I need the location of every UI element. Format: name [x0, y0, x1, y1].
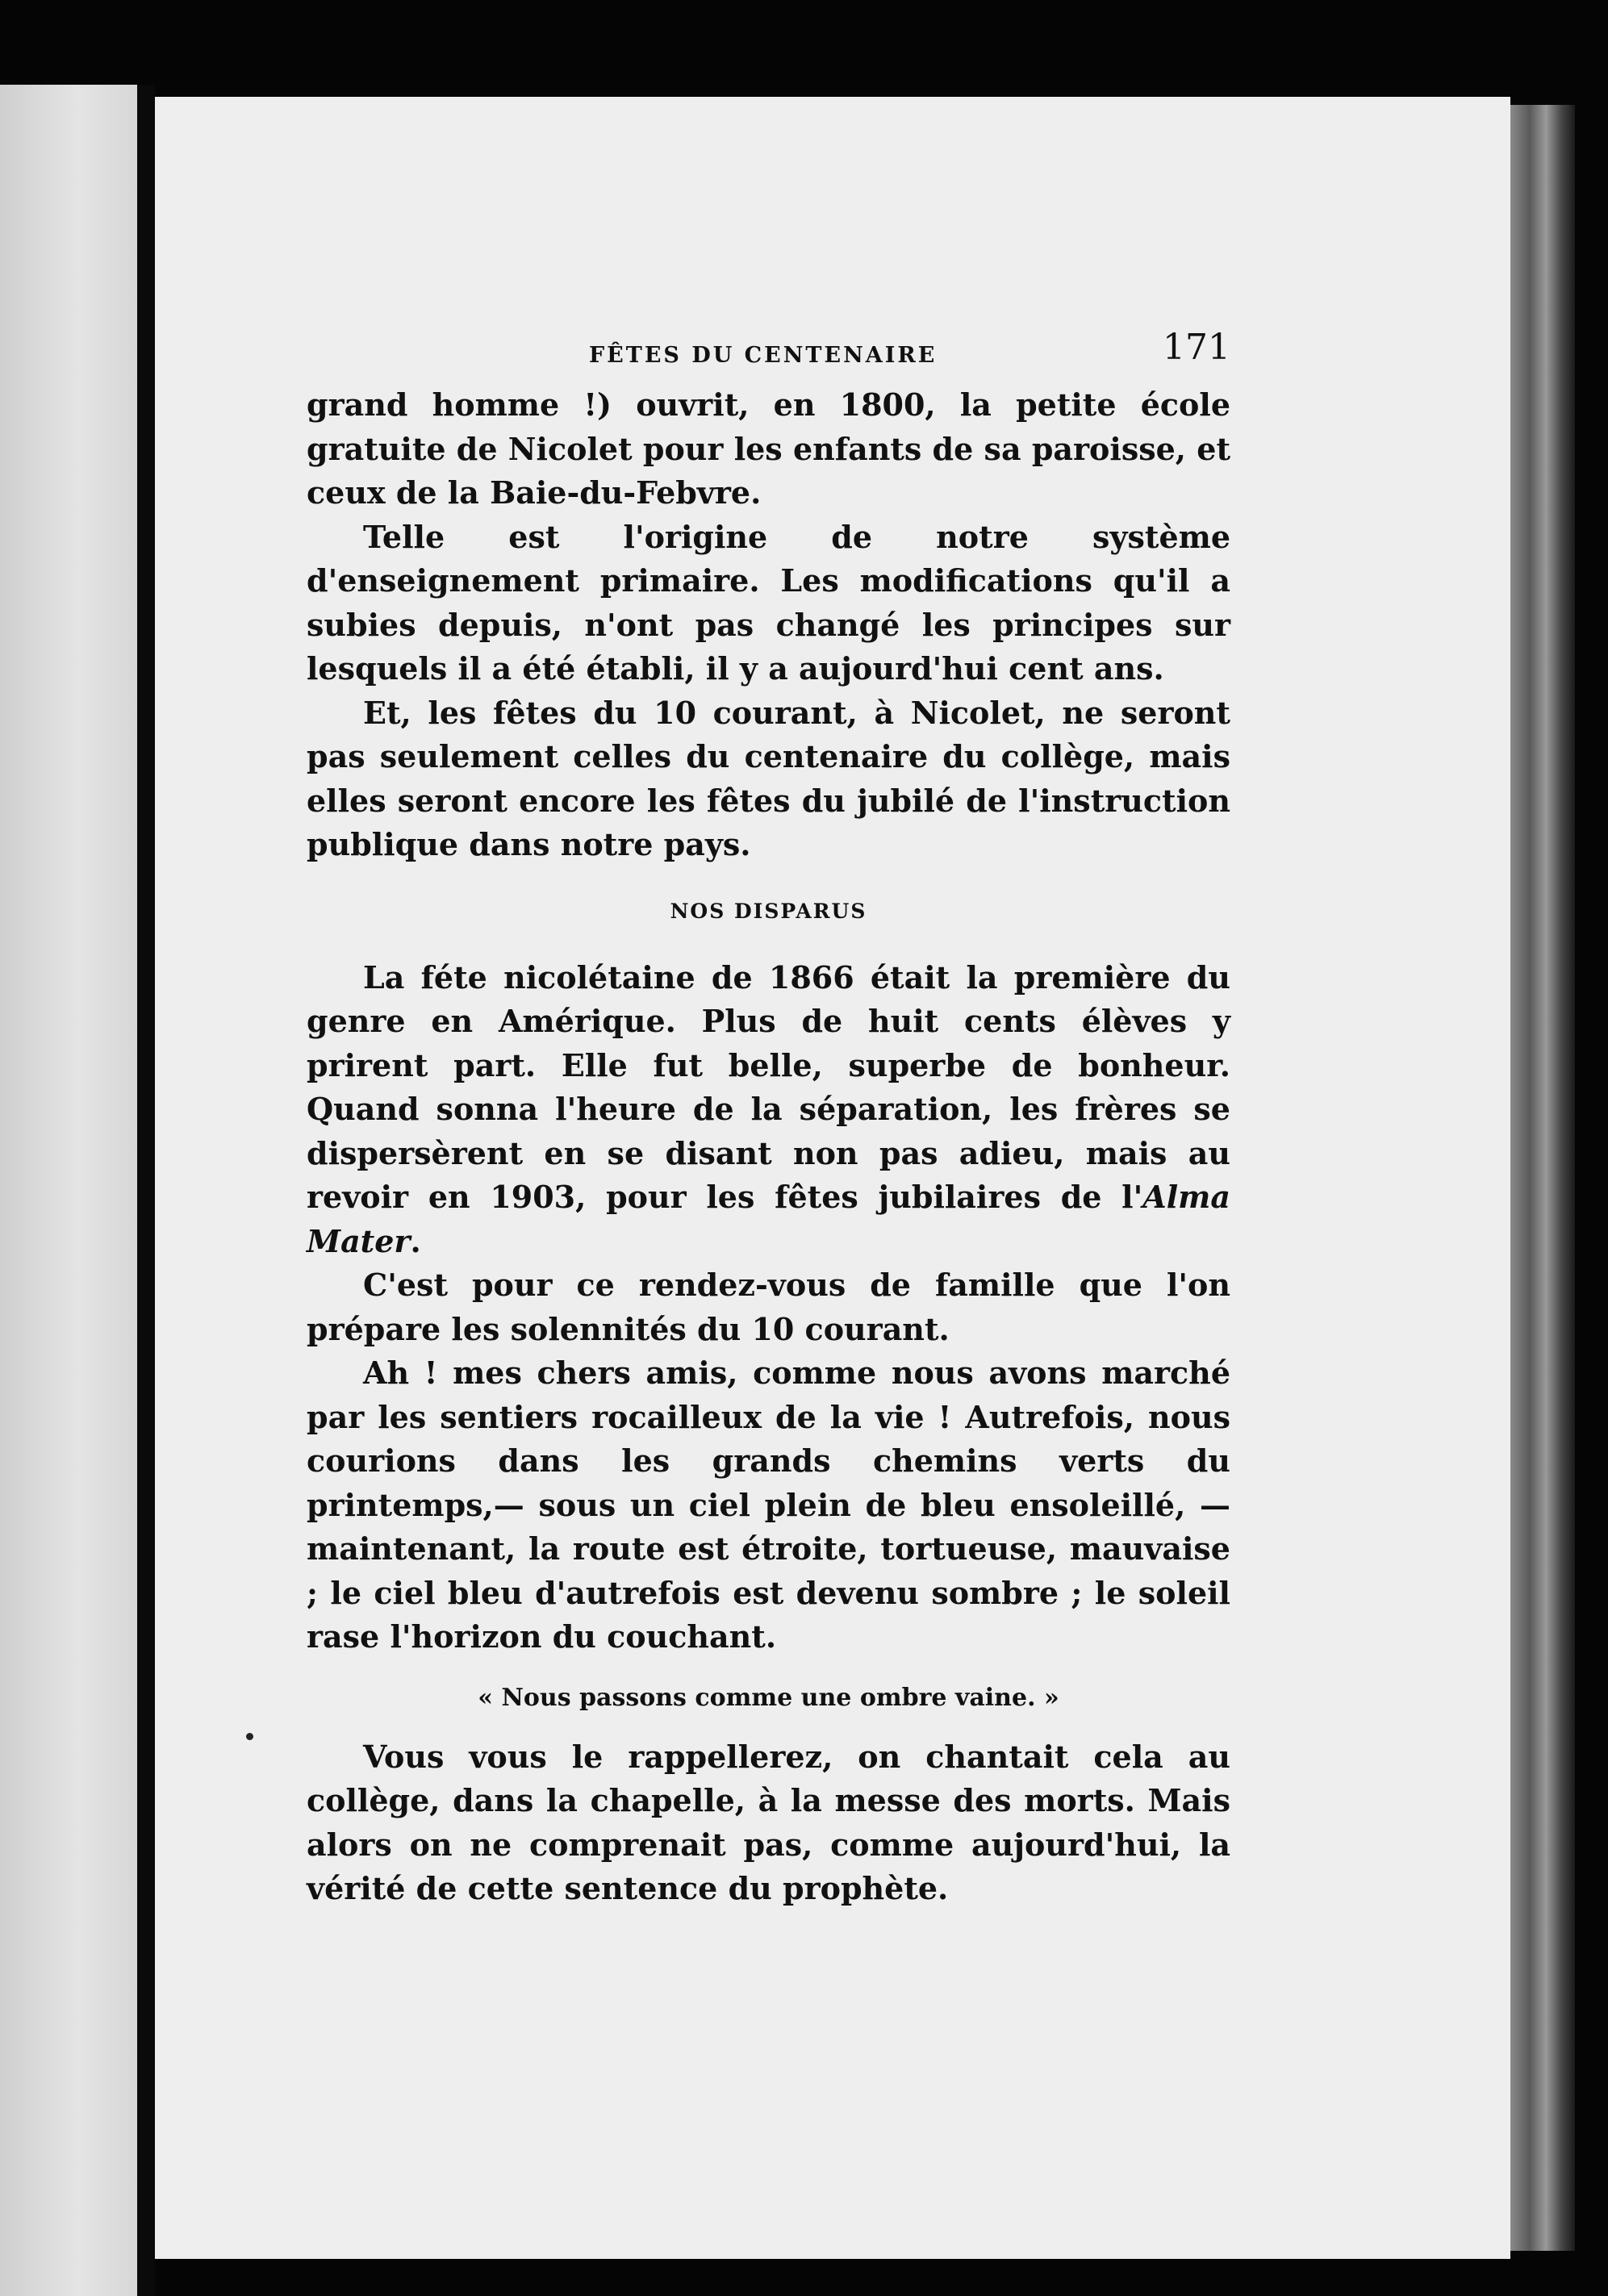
paragraph-closing: Vous vous le rappellerez, on chantait cela au collège, dans la chapelle, à la messe des morts. Mais alors on ne comprenait pas, comme aujourd'hui, la vérité de cette sentence du prophète.: [307, 1738, 1230, 1906]
paragraph-chers-amis: Ah ! mes chers amis, comme nous avons marché par les sentiers rocailleux de la vie ! Autrefois, nous courions dans les grands chemins verts du printemps,— sous un ciel plein de bleu ensoleillé, — maintenant, la route est étroite, tortueuse, mauvaise ; le ciel bleu d'autrefois est devenu sombre ; le soleil rase l'horizon du couchant.: [307, 1355, 1230, 1655]
paragraph-origin: Telle est l'origine de notre système d'enseignement primaire. Les modifications qu'il a subies depuis, n'ont pas changé les principes sur lesquels il a été établi, il y a aujourd'hui cent ans.: [307, 518, 1230, 687]
paragraph-fetes: Et, les fêtes du 10 courant, à Nicolet, ne seront pas seulement celles du centenaire du collège, mais elles seront encore les fêtes du jubilé de l'instruction publique dans notre pays.: [307, 694, 1230, 862]
running-head: [307, 327, 1230, 383]
paragraph-fete-1866: [307, 956, 1230, 1264]
facing-page-edge: [0, 85, 141, 2296]
page-text: [307, 327, 1230, 1911]
page-number: 171: [1163, 327, 1230, 368]
paragraph-rendez-vous: C'est pour ce rendez-vous de famille que l'on prépare les solennités du 10 courant.: [307, 1267, 1230, 1347]
gutter-shadow: [137, 85, 155, 2296]
stray-mark: [246, 1733, 253, 1740]
page-binding-edge: [1510, 105, 1575, 2251]
paragraph-fete-1866-end: .: [410, 1222, 421, 1259]
section-heading: NOS DISPARUS: [670, 899, 867, 923]
alma-mater-italic: Alma Mater: [307, 1179, 1230, 1259]
running-title: FÊTES DU CENTENAIRE: [589, 343, 938, 368]
paragraph-continued: grand homme !) ouvrit, en 1800, la petite école gratuite de Nicolet pour les enfants de sa paroisse, et ceux de la Baie-du-Febvre.: [307, 386, 1230, 511]
quotation: « Nous passons comme une ombre vaine. »: [478, 1683, 1059, 1712]
paragraph-fete-1866-text: La féte nicolétaine de 1866 était la première du genre en Amérique. Plus de huit cents élèves y prirent part. Elle fut belle, superbe de bonheur. Quand sonna l'heure de la séparation, les frères se dispersèrent en se disant non pas adieu, mais au revoir en 1903, pour les fêtes jubilaires de l': [307, 958, 1230, 1215]
